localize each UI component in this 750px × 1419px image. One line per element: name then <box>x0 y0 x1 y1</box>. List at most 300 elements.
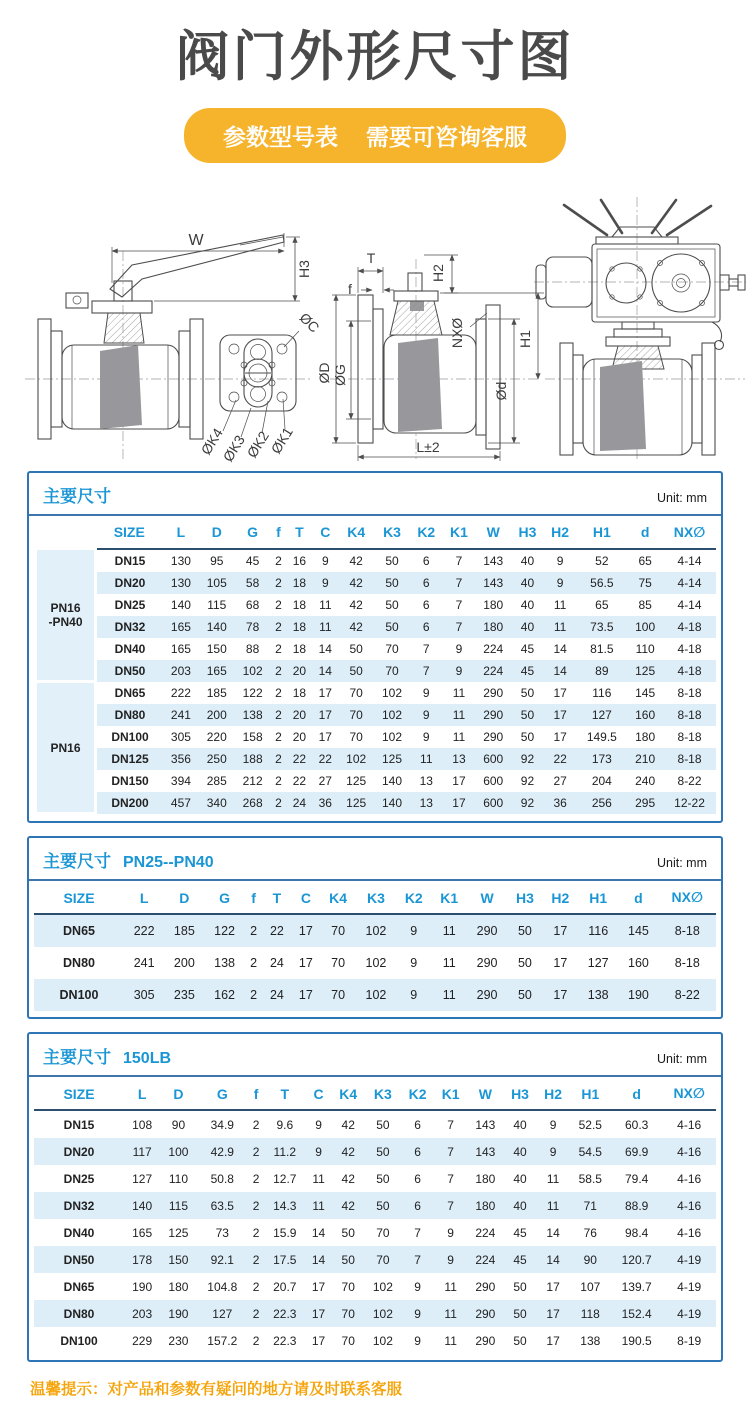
dim-cell: 127 <box>576 704 627 726</box>
column-header: H3 <box>511 516 544 549</box>
dim-label-h1: H1 <box>517 329 533 348</box>
column-header: d <box>611 1077 662 1110</box>
dim-cell: 70 <box>338 704 374 726</box>
dim-cell: 34.9 <box>210 1117 234 1132</box>
dim-cell: 6 <box>414 1171 421 1186</box>
dim-cell: 58 <box>235 572 271 594</box>
table-title: 主要尺寸 <box>43 1048 111 1067</box>
column-header: f <box>271 516 287 549</box>
dim-cell: 250 <box>199 748 235 770</box>
dim-label-c: ØC <box>296 308 323 336</box>
dim-cell: 7 <box>410 660 443 682</box>
dim-cell: 9 <box>396 914 431 947</box>
dim-cell: 143 <box>467 1138 503 1165</box>
dim-cell: 4-19 <box>677 1279 702 1294</box>
dim-cell: 24 <box>269 956 284 970</box>
dim-cell: 138 <box>214 956 236 970</box>
dim-cell: 17 <box>537 1300 570 1327</box>
dim-cell: 165 <box>199 660 235 682</box>
dim-cell: 7 <box>443 616 476 638</box>
dim-cell: 17 <box>298 956 313 970</box>
dim-cell: 305 <box>170 729 191 744</box>
dim-cell: 290 <box>476 956 498 970</box>
dim-cell: 9 <box>315 1117 322 1132</box>
row-group-label-line: -PN40 <box>48 615 83 629</box>
dim-cell: 8-18 <box>663 704 716 726</box>
dim-cell: 11 <box>544 616 577 638</box>
table-row <box>34 914 716 947</box>
dim-cell: 42 <box>332 1138 365 1165</box>
dim-cell: 9 <box>410 956 418 970</box>
dim-cell: 14 <box>544 660 577 682</box>
column-header: G <box>235 516 271 549</box>
dim-cell: 224 <box>475 1225 496 1240</box>
size-cell: DN80 <box>63 956 95 970</box>
dim-cell: 50.8 <box>210 1171 234 1186</box>
dim-cell: 116 <box>592 685 612 700</box>
dim-cell: 4-16 <box>677 1117 702 1132</box>
dim-cell: 220 <box>206 729 227 744</box>
dim-cell: 70 <box>341 1333 355 1348</box>
dim-cell: 102 <box>338 748 374 770</box>
dim-cell: 60.3 <box>624 1117 649 1132</box>
dim-cell: 45 <box>511 660 544 682</box>
dim-cell: 17 <box>291 914 320 947</box>
column-header: K1 <box>432 881 467 914</box>
table-row <box>36 770 717 792</box>
dim-cell: 88 <box>245 641 260 656</box>
dim-cell: 11 <box>442 956 456 970</box>
dim-cell: 305 <box>124 979 164 1011</box>
dim-cell: 9 <box>414 1279 421 1294</box>
valve-drawing-svg <box>0 193 750 465</box>
dim-cell: 138 <box>578 979 618 1011</box>
dim-cell: 52.5 <box>578 1117 602 1132</box>
dim-cell: 9 <box>549 1117 557 1132</box>
dim-cell: 9 <box>401 1300 434 1327</box>
dim-cell: 8-22 <box>677 773 702 788</box>
dim-cell: 165 <box>163 616 199 638</box>
dim-cell: 240 <box>635 773 656 788</box>
header-row <box>36 516 717 549</box>
dim-cell: 224 <box>483 641 504 656</box>
dim-cell: 11 <box>410 748 443 770</box>
column-header: K2 <box>410 516 443 549</box>
dim-cell: 210 <box>627 748 663 770</box>
dim-cell: 92 <box>511 748 544 770</box>
table-row <box>34 1219 716 1246</box>
dim-cell: 158 <box>242 729 263 744</box>
dim-cell: 56.5 <box>576 572 627 594</box>
dim-cell: 150 <box>160 1246 196 1273</box>
dim-cell: 50 <box>517 956 532 970</box>
column-header: d <box>627 516 663 549</box>
column-header-group <box>36 516 96 549</box>
size-cell: DN20 <box>34 1138 124 1165</box>
size-cell: DN50 <box>34 1246 124 1273</box>
dim-cell: 110 <box>168 1171 189 1186</box>
dim-cell: 42 <box>349 597 363 612</box>
dim-cell: 130 <box>170 553 191 568</box>
dim-cell: 70 <box>331 956 346 970</box>
dim-cell: 138 <box>235 704 271 726</box>
column-header: T <box>286 516 312 549</box>
dim-cell: 290 <box>467 979 507 1011</box>
dim-cell: 65 <box>638 553 652 568</box>
table-row <box>34 1273 716 1300</box>
column-header: G <box>204 881 244 914</box>
dim-cell: 2 <box>275 773 282 788</box>
dim-cell: 6 <box>422 553 430 568</box>
dim-cell: 7 <box>455 553 463 568</box>
column-header: K2 <box>401 1077 434 1110</box>
dim-cell: 70 <box>385 641 399 656</box>
dim-cell: 130 <box>163 572 199 594</box>
dim-cell: 20 <box>292 729 307 744</box>
dim-cell: 224 <box>475 660 511 682</box>
dim-cell: 40 <box>503 1192 536 1219</box>
dim-cell: 4-18 <box>663 616 716 638</box>
dim-cell: 18 <box>292 597 307 612</box>
dim-cell: 160 <box>627 704 663 726</box>
dim-cell: 11 <box>434 1300 467 1327</box>
dim-cell: 75 <box>627 572 663 594</box>
dim-cell: 290 <box>467 1300 503 1327</box>
dim-cell: 50 <box>513 1333 527 1348</box>
dim-cell: 27 <box>318 773 332 788</box>
dim-cell: 11 <box>305 1192 331 1219</box>
column-header: C <box>312 516 338 549</box>
dim-cell: 9 <box>544 572 577 594</box>
table-row <box>36 660 717 682</box>
dim-cell: 4-16 <box>677 1225 702 1240</box>
dim-label-h2: H2 <box>430 263 446 282</box>
dim-cell: 70 <box>376 1225 390 1240</box>
dim-cell: 140 <box>199 616 235 638</box>
dim-cell: 11 <box>432 979 467 1011</box>
dim-cell: 81.5 <box>590 641 614 656</box>
unit-label: Unit: mm <box>657 1052 707 1066</box>
dim-label-l: L±2 <box>416 438 440 455</box>
footer-note: 温馨提示：对产品和参数有疑问的地方请及时联系客服 <box>30 1381 403 1398</box>
table-row <box>36 549 717 572</box>
column-header: L <box>124 1077 160 1110</box>
column-header: C <box>291 881 320 914</box>
column-header: C <box>305 1077 331 1110</box>
size-cell: DN100 <box>60 1333 98 1348</box>
dim-cell: 180 <box>475 1171 496 1186</box>
dim-cell: 8-18 <box>677 685 702 700</box>
dim-cell: 2 <box>271 616 287 638</box>
dim-cell: 42.9 <box>197 1138 248 1165</box>
dim-cell: 356 <box>163 748 199 770</box>
size-cell: DN20 <box>96 572 164 594</box>
size-cell: DN40 <box>63 1225 95 1240</box>
dim-cell: 17 <box>544 704 577 726</box>
dim-cell: 17 <box>443 792 476 814</box>
dim-cell: 180 <box>635 729 656 744</box>
dim-cell: 14 <box>546 1225 560 1240</box>
dim-label-nx: NXØ <box>449 317 465 348</box>
dim-cell: 2 <box>275 685 282 700</box>
dim-cell: 50 <box>376 1117 390 1132</box>
dim-label-k3: ØK3 <box>219 431 248 464</box>
dim-cell: 188 <box>235 748 271 770</box>
table-row <box>34 1165 716 1192</box>
dimension-table-pn16-pn40 <box>34 516 716 816</box>
dim-cell: 50 <box>341 1225 355 1240</box>
dim-cell: 2 <box>271 704 287 726</box>
dim-cell: 13 <box>443 748 476 770</box>
dim-cell: 40 <box>511 616 544 638</box>
dim-cell: 6 <box>410 616 443 638</box>
dim-cell: 45 <box>245 553 260 568</box>
dim-cell: 15.9 <box>273 1225 297 1240</box>
size-cell: DN100 <box>111 729 149 744</box>
dim-cell: 13 <box>419 773 433 788</box>
dim-cell: 88.9 <box>611 1192 662 1219</box>
dim-cell: 73 <box>215 1225 229 1240</box>
column-header: K1 <box>434 1077 467 1110</box>
dim-cell: 90 <box>171 1117 186 1132</box>
table-row <box>34 1246 716 1273</box>
dim-cell: 2 <box>271 792 287 814</box>
column-header: L <box>124 881 164 914</box>
column-header: W <box>467 1077 503 1110</box>
dim-cell: 12-22 <box>663 792 716 814</box>
dim-cell: 18 <box>292 641 307 656</box>
dim-cell: 70 <box>349 729 363 744</box>
dim-cell: 2 <box>275 641 282 656</box>
dim-label-h3: H3 <box>296 259 312 278</box>
dim-cell: 50 <box>338 660 374 682</box>
dim-cell: 9.6 <box>276 1117 294 1132</box>
dim-cell: 143 <box>475 1117 496 1132</box>
dim-cell: 145 <box>618 914 658 947</box>
column-header: T <box>264 1077 305 1110</box>
table-card-header <box>29 838 721 881</box>
table-subtitle: PN25--PN40 <box>123 854 214 871</box>
dim-cell: 42 <box>341 1117 355 1132</box>
dim-cell: 4-19 <box>662 1246 716 1273</box>
dim-cell: 11 <box>537 1192 570 1219</box>
dim-cell: 4-19 <box>662 1300 716 1327</box>
column-header: f <box>248 1077 264 1110</box>
dim-cell: 102 <box>372 1279 393 1294</box>
column-header: SIZE <box>96 516 164 549</box>
dim-cell: 36 <box>312 792 338 814</box>
dim-cell: 50 <box>507 914 542 947</box>
dim-cell: 7 <box>447 1171 454 1186</box>
dim-cell: 125 <box>338 792 374 814</box>
dim-cell: 17 <box>553 685 567 700</box>
dim-cell: 40 <box>520 597 535 612</box>
dim-cell: 92.1 <box>197 1246 248 1273</box>
dim-cell: 600 <box>475 748 511 770</box>
dim-cell: 20.7 <box>273 1279 297 1294</box>
dim-cell: 40 <box>513 1117 527 1132</box>
dim-cell: 180 <box>168 1279 189 1294</box>
dim-cell: 222 <box>170 685 191 700</box>
table-row <box>34 1138 716 1165</box>
dim-cell: 27 <box>553 773 567 788</box>
dim-label-g: ØG <box>332 363 348 386</box>
dim-cell: 11 <box>546 1171 560 1186</box>
dim-cell: 12.7 <box>273 1171 297 1186</box>
dim-cell: 102 <box>356 914 396 947</box>
dim-cell: 11 <box>312 1171 325 1186</box>
dim-cell: 45 <box>503 1246 536 1273</box>
dim-cell: 8-18 <box>663 748 716 770</box>
dim-cell: 295 <box>627 792 663 814</box>
dim-cell: 340 <box>199 792 235 814</box>
table-card-header <box>29 473 721 516</box>
column-header: D <box>164 881 204 914</box>
dim-cell: 143 <box>475 572 511 594</box>
column-header: SIZE <box>34 1077 124 1110</box>
dim-cell: 22 <box>544 748 577 770</box>
dim-cell: 6 <box>414 1117 421 1132</box>
dim-cell: 40 <box>503 1138 536 1165</box>
dim-cell: 9 <box>434 1246 467 1273</box>
valve-side-view <box>25 232 312 459</box>
dim-cell: 17 <box>553 729 567 744</box>
unit-label: Unit: mm <box>657 490 707 505</box>
dim-cell: 11 <box>452 729 466 744</box>
dim-cell: 20 <box>286 660 312 682</box>
dim-cell: 14.3 <box>264 1192 305 1219</box>
dim-cell: 100 <box>160 1138 196 1165</box>
dim-label-w: W <box>188 231 204 249</box>
dim-cell: 4-14 <box>677 553 702 568</box>
dim-cell: 9 <box>447 1225 454 1240</box>
table-row <box>36 572 717 594</box>
size-cell: DN50 <box>96 660 164 682</box>
column-header: NX∅ <box>662 1077 716 1110</box>
column-header: f <box>245 881 263 914</box>
dim-cell: 18 <box>286 572 312 594</box>
dim-cell: 140 <box>374 792 410 814</box>
dim-cell: 185 <box>164 914 204 947</box>
dim-cell: 200 <box>173 956 195 970</box>
dim-cell: 50 <box>374 616 410 638</box>
dim-cell: 70 <box>320 914 355 947</box>
dim-cell: 45 <box>513 1225 527 1240</box>
dim-cell: 190.5 <box>621 1333 652 1348</box>
dim-cell: 2 <box>252 1333 260 1348</box>
column-header: K3 <box>365 1077 401 1110</box>
column-header: L <box>163 516 199 549</box>
dim-cell: 70 <box>332 1300 365 1327</box>
row-group-label <box>36 549 96 682</box>
dim-cell: 11 <box>553 597 567 612</box>
column-header: D <box>199 516 235 549</box>
dim-cell: 102 <box>365 1300 401 1327</box>
dim-cell: 22 <box>312 748 338 770</box>
dim-cell: 85 <box>638 597 652 612</box>
dim-cell: 185 <box>206 685 227 700</box>
dim-cell: 394 <box>170 773 191 788</box>
dim-cell: 40 <box>513 1171 527 1186</box>
dim-cell: 122 <box>242 685 263 700</box>
size-cell: DN15 <box>114 553 146 568</box>
dim-cell: 222 <box>124 914 164 947</box>
dim-cell: 165 <box>170 641 191 656</box>
dim-cell: 2 <box>248 1138 264 1165</box>
dim-cell: 14 <box>553 641 567 656</box>
dim-cell: 20 <box>286 704 312 726</box>
dim-cell: 9 <box>455 641 463 656</box>
dim-cell: 58.5 <box>578 1171 602 1186</box>
dim-cell: 108 <box>132 1117 153 1132</box>
dim-cell: 40 <box>511 572 544 594</box>
dim-cell: 50 <box>385 553 399 568</box>
dim-cell: 140 <box>170 597 191 612</box>
dim-cell: 212 <box>242 773 263 788</box>
dim-cell: 50 <box>385 597 399 612</box>
dim-cell: 110 <box>635 641 655 656</box>
column-header: NX∅ <box>659 881 716 914</box>
dim-cell: 9 <box>414 1333 421 1348</box>
dim-cell: 2 <box>252 1225 260 1240</box>
column-header: H1 <box>578 881 618 914</box>
column-header: W <box>467 881 507 914</box>
dim-cell: 2 <box>252 1279 260 1294</box>
dim-cell: 70 <box>374 660 410 682</box>
dim-cell: 92 <box>520 773 535 788</box>
dim-cell: 235 <box>164 979 204 1011</box>
dim-cell: 8-18 <box>674 956 700 970</box>
valve-dimension-diagram <box>0 193 750 465</box>
dim-cell: 50 <box>365 1138 401 1165</box>
dim-cell: 70 <box>320 979 355 1011</box>
dim-cell: 50 <box>520 729 535 744</box>
dim-cell: 105 <box>199 572 235 594</box>
dim-cell: 457 <box>163 792 199 814</box>
dim-cell: 8-22 <box>659 979 716 1011</box>
dim-cell: 17 <box>452 773 466 788</box>
dim-cell: 11 <box>444 1279 457 1294</box>
dim-cell: 104.8 <box>207 1279 238 1294</box>
table-row <box>36 616 717 638</box>
dim-cell: 7 <box>422 641 430 656</box>
column-header: d <box>618 881 658 914</box>
dim-cell: 50 <box>376 1171 390 1186</box>
dim-cell: 68 <box>245 597 260 612</box>
dim-cell: 190 <box>160 1300 196 1327</box>
dim-cell: 122 <box>204 914 244 947</box>
dim-cell: 6 <box>401 1138 434 1165</box>
dim-cell: 17.5 <box>264 1246 305 1273</box>
dim-cell: 76 <box>583 1225 597 1240</box>
dim-cell: 2 <box>275 553 282 568</box>
dim-cell: 600 <box>475 792 511 814</box>
dim-cell: 152.4 <box>611 1300 662 1327</box>
dim-cell: 4-14 <box>677 597 702 612</box>
dim-cell: 22.3 <box>273 1333 297 1348</box>
dim-cell: 9 <box>422 729 430 744</box>
banner-text-left: 参数型号表 <box>223 123 338 150</box>
size-cell: DN65 <box>34 914 124 947</box>
dim-cell: 36 <box>544 792 577 814</box>
table-row <box>34 1300 716 1327</box>
dim-cell: 22 <box>286 748 312 770</box>
dim-cell: 290 <box>475 704 511 726</box>
dim-cell: 63.5 <box>197 1192 248 1219</box>
dim-label-t: T <box>366 249 376 266</box>
dim-cell: 8-18 <box>677 729 702 744</box>
dim-cell: 2 <box>250 956 258 970</box>
